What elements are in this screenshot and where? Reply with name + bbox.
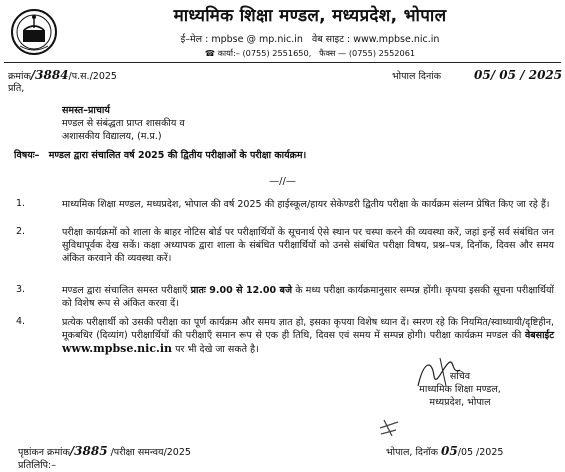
ref-label: क्रमांक xyxy=(8,71,31,82)
office-label: कार्या:– xyxy=(217,48,240,58)
email-label: ई–मेल xyxy=(180,34,203,45)
item-text-part: प्रत्येक परीक्षार्थी को उसकी परीक्षा का पूर्ण कार्यक्रम और समय ज्ञात हो, इसका कृपया विशेष ध्यान दें। स्मरण रहे कि नियमित/स्वाध्यायी/दृष्टिहीन, मूकबधिर (दिव्यांग) परीक्षार्थियों की परीक्षाएँ समान रूप से एक ही तिथि, दिवस एवं समय में सम्पन्न होगी। परीक्षा कार्यक्रम मण्डल की xyxy=(62,317,554,341)
recipient-line-1: मण्डल से संबंद्धता प्राप्त शासकीय व xyxy=(62,118,185,129)
item-text: परीक्षा कार्यक्रमों को शाला के बाहर नोटिस बोर्ड पर परीक्षार्थियों के सूचनार्थ ऐसे स्थान पर चस्पा करने की व्यवस्था करें, जहां इन्हें सर्व संबंधित जन सुविधापूर्वक देख सकें। कक्षा अध्यापक द्वारा शाला के संबंधित परीक्षार्थियों को उनसे संबंधित परीक्षा विषय, प्रश्न–पत्र, दिनॉक, दिवस और समय अंकित करवाने की व्यवस्था करें। xyxy=(62,227,554,264)
email-value: : mpbse @ mp.nic.in xyxy=(205,34,303,45)
organization-title: माध्यमिक शिक्षा मण्डल, मध्यप्रदेश, भोपाल xyxy=(173,6,447,26)
phone-icon: ☎ xyxy=(204,48,216,58)
signatory-designation: सचिव xyxy=(449,371,471,382)
endorsement-date-label: भोपाल, दिनॉक xyxy=(386,447,439,458)
item-text-part: के मध्य परीक्षा कार्यक्रमानुसार सम्पन्न होंगी। कृपया इसकी सूचना परीक्षार्थियों को विशेष रूप से अंकित करवा दें। xyxy=(62,285,554,309)
signature-block xyxy=(370,370,550,409)
fax-value: — (0755) 2552061 xyxy=(338,48,416,58)
item-number: 3. xyxy=(16,284,26,295)
item-text xyxy=(62,316,554,356)
endorsement-suffix: /परीक्षा समन्वय/2025 xyxy=(110,447,191,458)
item-number: 1. xyxy=(16,198,26,209)
contact-phone-fax xyxy=(70,48,550,58)
reference-number xyxy=(8,68,117,83)
item-text xyxy=(62,284,554,310)
recipient-block xyxy=(62,104,185,143)
endorsement-date xyxy=(386,444,503,459)
board-logo xyxy=(10,8,58,56)
endorsement-date-suffix: /05 /2025 xyxy=(457,447,504,458)
recipient-title: समस्त–प्राचार्य xyxy=(62,105,110,116)
endorsement-label: पृष्ठांकन क्रमांक xyxy=(18,447,70,458)
item-number: 2. xyxy=(16,226,26,237)
subject-line xyxy=(14,150,306,162)
ref-number: /3884 xyxy=(30,68,69,82)
recipient-line-2: अशासकीय विद्यालय, (म.प्र.) xyxy=(62,131,162,142)
section-separator: —//— xyxy=(269,176,296,187)
website-link[interactable]: www.mpbse.nic.in xyxy=(62,342,173,355)
date-value: 05/ 05 / 2025 xyxy=(474,68,563,82)
addressee-prefix: प्रति, xyxy=(8,83,25,94)
copy-to-label: प्रतिलिपि:– xyxy=(18,460,56,471)
website-value: : www.mpbse.nic.in xyxy=(347,34,440,45)
signatory-place: मध्यप्रदेश, भोपाल xyxy=(429,397,491,408)
subject-label: विषयः– xyxy=(14,150,40,161)
exam-time: प्रातः 9.00 से 12.00 बजे xyxy=(190,285,293,296)
signatory-org: माध्यमिक शिक्षा मण्डल, xyxy=(419,384,501,395)
endorsement-num: /3885 xyxy=(69,444,108,458)
website-word: वेबसाईट xyxy=(524,330,554,341)
item-text-part: पर भी देखे जा सकते है। xyxy=(172,344,259,355)
ink-mark xyxy=(378,416,400,438)
item-number: 4. xyxy=(16,316,26,327)
item-text-part: मण्डल द्वारा संचालित समस्त परीक्षाएँ xyxy=(62,285,191,296)
office-phone: (0755) 2551650, xyxy=(242,48,312,58)
ref-suffix: /प.स./2025 xyxy=(68,71,117,82)
endorsement-number xyxy=(18,444,191,459)
contact-email-web xyxy=(70,34,550,46)
fax-label: फैक्स xyxy=(319,48,336,58)
header-divider xyxy=(4,62,561,63)
endorsement-date-value: 05 xyxy=(441,444,458,458)
item-text: माध्यमिक शिक्षा मण्डल, मध्यप्रदेश, भोपाल की वर्ष 2025 की हाईस्कूल/हायर सेकेण्डरी द्वितीय परीक्षा के कार्यक्रम संलग्न प्रेषित किए जा रहे हैं। xyxy=(62,199,550,210)
date-label: भोपाल दिनांक xyxy=(392,71,441,82)
subject-text: मण्डल द्वारा संचालित वर्ष 2025 की द्वितीय परीक्षाओं के परीक्षा कार्यक्रम। xyxy=(48,150,307,161)
letter-date xyxy=(392,68,562,83)
website-label: वेब साइट xyxy=(311,34,345,45)
